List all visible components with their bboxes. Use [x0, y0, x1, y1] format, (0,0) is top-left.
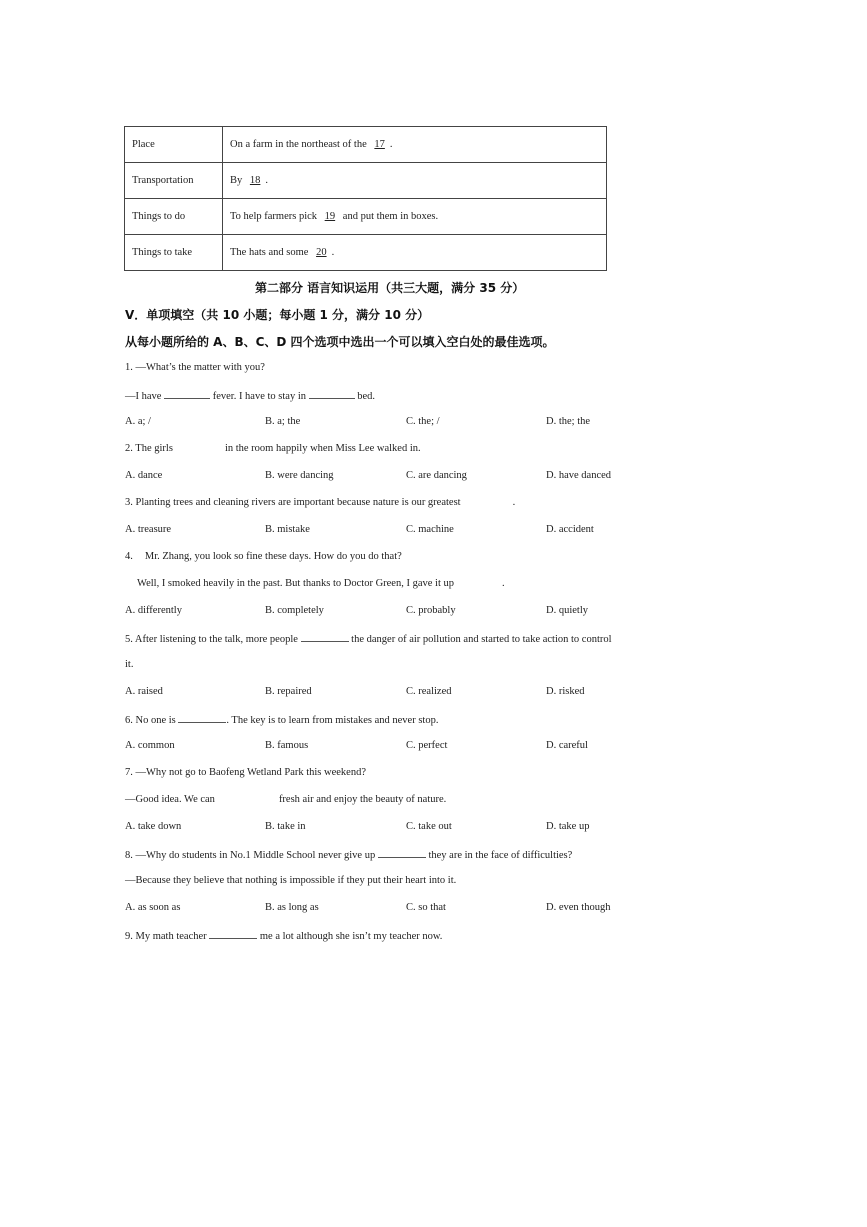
answer-blank[interactable]	[301, 631, 349, 642]
blank-number: 19	[324, 211, 336, 222]
table-value: On a farm in the northeast of the 17 .	[223, 127, 607, 163]
table-value: By 18 .	[223, 163, 607, 199]
blank-number: 17	[374, 139, 385, 150]
question-7: 7. —Why not go to Baofeng Wetland Park this weekend?	[125, 767, 366, 778]
option-b[interactable]: B. mistake	[265, 524, 310, 535]
question-4: 4. Mr. Zhang, you look so fine these days. How do you do that?	[125, 551, 402, 562]
question-1-reply: —I have fever. I have to stay in bed.	[125, 388, 375, 404]
question-5-continued: it.	[125, 659, 134, 670]
option-c[interactable]: C. probably	[406, 605, 456, 616]
question-2: 2. The girls in the room happily when Miss Lee walked in.	[125, 443, 421, 454]
option-a[interactable]: A. a; /	[125, 416, 151, 427]
option-d[interactable]: D. the; the	[546, 416, 591, 427]
question-5: 5. After listening to the talk, more people the danger of air pollution and started to take action to control	[125, 631, 612, 647]
question-4-reply: Well, I smoked heavily in the past. But thanks to Doctor Green, I gave it up .	[137, 578, 505, 589]
option-c[interactable]: C. realized	[406, 686, 452, 697]
table-label: Transportation	[125, 163, 223, 199]
option-b[interactable]: B. famous	[265, 740, 309, 751]
part-title: 第二部分 语言知识运用（共三大题，满分 35 分）	[255, 281, 525, 295]
option-d[interactable]: D. even though	[546, 902, 611, 913]
question-9: 9. My math teacher me a lot although she isn’t my teacher now.	[125, 928, 442, 944]
option-a[interactable]: A. common	[125, 740, 175, 751]
blank-number: 18	[249, 175, 261, 186]
option-b[interactable]: B. were dancing	[265, 470, 334, 481]
option-b[interactable]: B. take in	[265, 821, 306, 832]
option-a[interactable]: A. take down	[125, 821, 182, 832]
question-3: 3. Planting trees and cleaning rivers are important because nature is our greatest .	[125, 497, 516, 508]
section-title: V．单项填空（共 10 小题；每小题 1 分，满分 10 分）	[125, 308, 430, 322]
option-d[interactable]: D. have danced	[546, 470, 612, 481]
answer-blank[interactable]	[178, 712, 226, 723]
question-8: 8. —Why do students in No.1 Middle School never give up they are in the face of difficulties?	[125, 847, 572, 863]
answer-blank[interactable]	[309, 388, 355, 399]
option-c[interactable]: C. take out	[406, 821, 452, 832]
answer-blank[interactable]	[209, 928, 257, 939]
option-b[interactable]: B. repaired	[265, 686, 312, 697]
question-7-reply: —Good idea. We can fresh air and enjoy the beauty of nature.	[125, 794, 447, 805]
table-value: The hats and some 20 .	[223, 235, 607, 271]
option-d[interactable]: D. quietly	[546, 605, 588, 616]
option-a[interactable]: A. dance	[125, 470, 163, 481]
table-row	[125, 163, 607, 199]
option-c[interactable]: C. so that	[406, 902, 446, 913]
answer-blank[interactable]	[378, 847, 426, 858]
option-c[interactable]: C. machine	[406, 524, 454, 535]
question-6: 6. No one is . The key is to learn from mistakes and never stop.	[125, 712, 438, 728]
option-d[interactable]: D. risked	[546, 686, 585, 697]
table-label: Things to do	[125, 199, 223, 235]
option-b[interactable]: B. as long as	[265, 902, 319, 913]
option-b[interactable]: B. a; the	[265, 416, 301, 427]
option-a[interactable]: A. raised	[125, 686, 163, 697]
option-b[interactable]: B. completely	[265, 605, 324, 616]
table-row	[125, 127, 607, 163]
blank-number: 20	[316, 247, 327, 258]
option-a[interactable]: A. treasure	[125, 524, 172, 535]
option-a[interactable]: A. differently	[125, 605, 182, 616]
option-d[interactable]: D. take up	[546, 821, 590, 832]
option-a[interactable]: A. as soon as	[125, 902, 181, 913]
table-label: Place	[125, 127, 223, 163]
option-d[interactable]: D. accident	[546, 524, 594, 535]
info-table	[124, 126, 607, 271]
option-d[interactable]: D. careful	[546, 740, 588, 751]
option-c[interactable]: C. are dancing	[406, 470, 467, 481]
question-1: 1. —What’s the matter with you?	[125, 362, 265, 373]
instruction-text: 从每小题所给的 A、B、C、D 四个选项中选出一个可以填入空白处的最佳选项。	[125, 335, 555, 349]
table-row	[125, 199, 607, 235]
option-c[interactable]: C. perfect	[406, 740, 448, 751]
question-8-reply: —Because they believe that nothing is impossible if they put their heart into it.	[125, 875, 457, 886]
answer-blank[interactable]	[164, 388, 210, 399]
table-value: To help farmers pick 19 and put them in boxes.	[223, 199, 607, 235]
table-row	[125, 235, 607, 271]
table-label: Things to take	[125, 235, 223, 271]
option-c[interactable]: C. the; /	[406, 416, 440, 427]
